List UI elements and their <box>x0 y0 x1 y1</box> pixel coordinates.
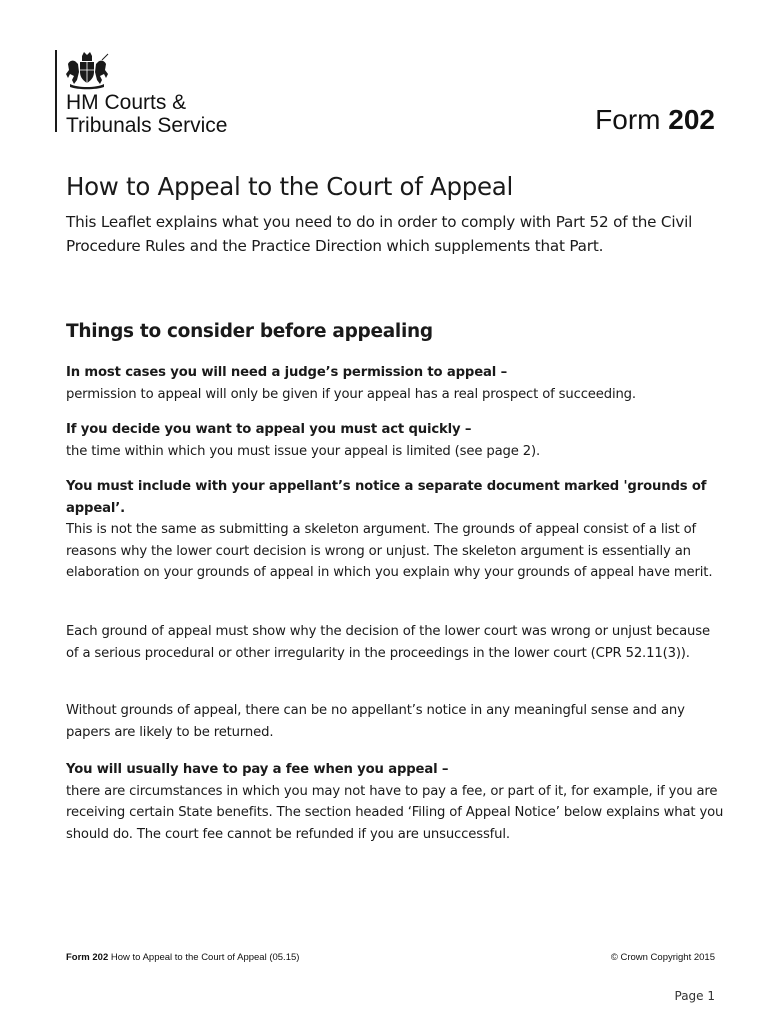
footer-form-label: Form 202 <box>66 952 109 963</box>
paragraph-without-grounds <box>66 700 726 743</box>
royal-coat-of-arms-icon <box>64 50 110 90</box>
page-number: Page 1 <box>674 989 715 1003</box>
paragraph-lead: You will usually have to pay a fee when you appeal – <box>66 762 449 777</box>
form-number: 202 <box>668 104 715 135</box>
paragraph-permission <box>66 362 726 405</box>
paragraph-text: Each ground of appeal must show why the decision of the lower court was wrong or unjust because of a serious procedural or other irregularity in the proceedings in the lower court (CPR 52.11(3)). <box>66 624 710 661</box>
paragraph-lead: In most cases you will need a judge’s permission to appeal – <box>66 365 508 380</box>
paragraph-lead: You must include with your appellant’s notice a separate document marked 'grounds of appeal’. <box>66 479 707 516</box>
org-name-line2: Tribunals Service <box>66 114 228 137</box>
paragraph-each-ground <box>66 621 726 664</box>
footer-form-reference <box>66 952 299 963</box>
paragraph-grounds-of-appeal <box>66 476 726 584</box>
page-title: How to Appeal to the Court of Appeal <box>66 172 513 201</box>
section-heading: Things to consider before appealing <box>66 321 433 342</box>
paragraph-text: there are circumstances in which you may not have to pay a fee, or part of it, for example, if you are receiving certain State benefits. The section headed ‘Filing of Appeal Notice’ below explains what you should do. The court fee cannot be refunded if you are unsuccessful. <box>66 783 724 842</box>
paragraph-act-quickly <box>66 419 726 462</box>
paragraph-text: the time within which you must issue your appeal is limited (see page 2). <box>66 443 541 459</box>
org-name-line1: HM Courts & <box>66 91 187 114</box>
paragraph-fee <box>66 759 726 845</box>
organisation-name <box>66 91 227 137</box>
paragraph-text: permission to appeal will only be given if your appeal has a real prospect of succeeding. <box>66 386 636 402</box>
footer-copyright: © Crown Copyright 2015 <box>610 952 715 963</box>
intro-paragraph: This Leaflet explains what you need to do in order to comply with Part 52 of the Civil Procedure Rules and the Practice Direction which supplements that Part. <box>66 213 693 255</box>
paragraph-text: Without grounds of appeal, there can be no appellant’s notice in any meaningful sense and any papers are likely to be returned. <box>66 703 685 740</box>
footer-form-desc: How to Appeal to the Court of Appeal (05.15) <box>108 952 300 963</box>
brand-divider <box>55 50 57 132</box>
form-identifier <box>595 104 715 136</box>
paragraph-lead: If you decide you want to appeal you must act quickly – <box>66 422 472 437</box>
paragraph-text: This is not the same as submitting a skeleton argument. The grounds of appeal consist of a list of reasons why the lower court decision is wrong or unjust. The skeleton argument is essentially an elaboration on your grounds of appeal in which you explain why your grounds of appeal have merit. <box>66 522 713 580</box>
form-word: Form <box>595 104 661 135</box>
